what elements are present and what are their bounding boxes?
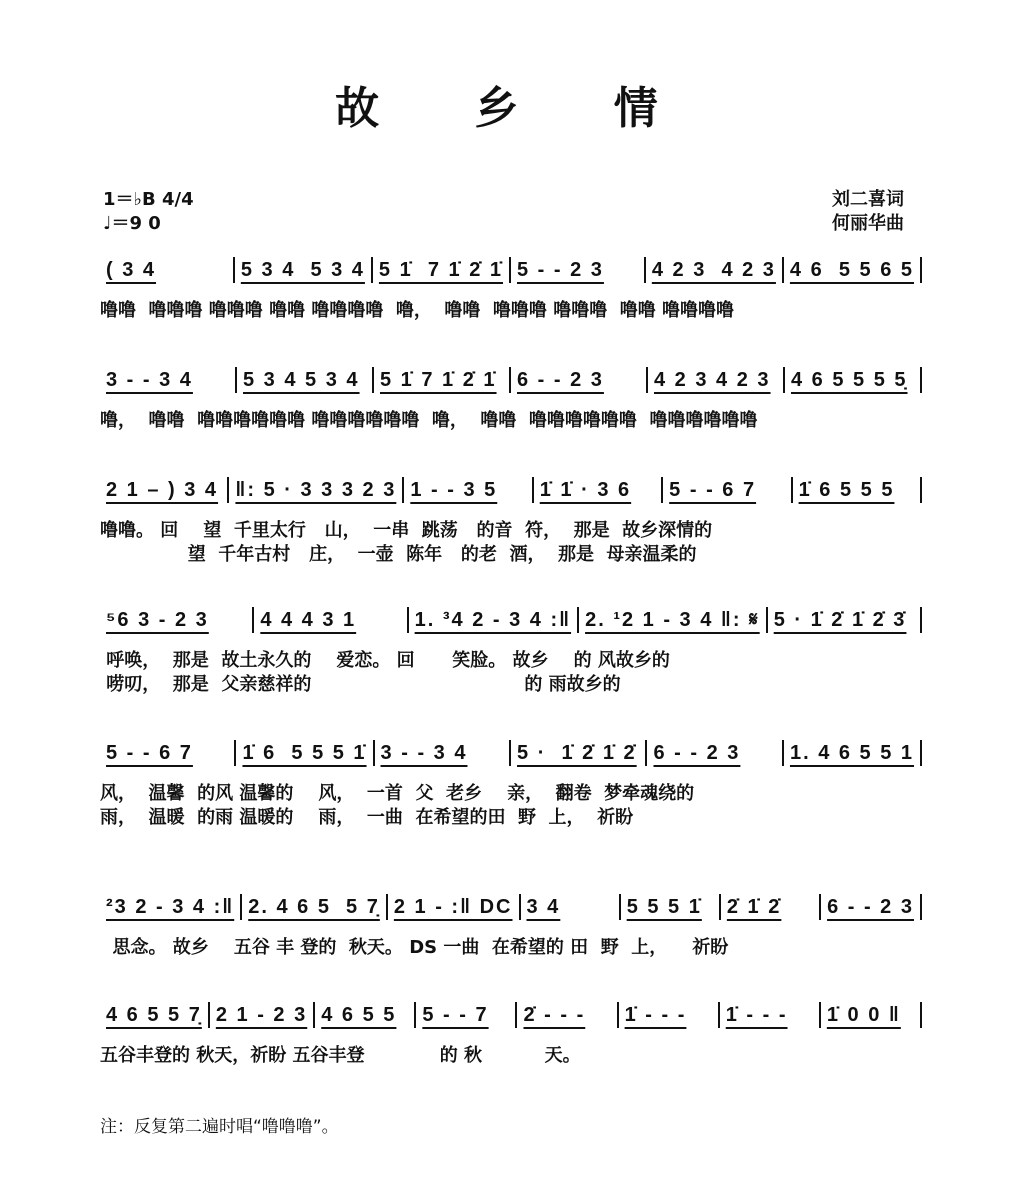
notation-line (100, 1000, 922, 1030)
measure: 2 1 - 2 3 (210, 1002, 315, 1028)
staff-row (100, 892, 922, 960)
measure: 3 4 (521, 894, 621, 920)
measure: ²3 2 - 3 4 :‖ (100, 894, 242, 920)
measure: 5 1̇ 7 1̇ 2̇ 1̇ (374, 367, 511, 393)
measure: 1̇ 6 5 5 5 1̇ (236, 740, 374, 766)
measure: 2 1 - :‖ DC (388, 894, 521, 920)
lyrics-line: 唠叨， 那是 父亲慈祥的 的 雨故乡的 (100, 674, 621, 695)
measure: 1̇ 1̇ · 3 6 (534, 477, 663, 503)
lyrics-line: 噜噜 噜噜噜 噜噜噜 噜噜 噜噜噜噜 噜， 噜噜 噜噜噜 噜噜噜 噜噜 噜噜噜噜 (100, 300, 734, 321)
notation-line (100, 475, 922, 505)
measure: 1̇ 0 0 ‖ (821, 1002, 922, 1028)
measure: 2̇ 1̇ 2̇ (721, 894, 821, 920)
measure: ⁵6 3 - 2 3 (100, 607, 254, 633)
measure: 4 2 3 4 2 3 (646, 257, 784, 283)
measure: ( 3 4 (100, 257, 235, 283)
measure: 1̇ 6 5 5 5 (793, 477, 922, 503)
measure: 6 - - 2 3 (511, 367, 648, 393)
measure: 5 3 4 5 3 4 (235, 257, 373, 283)
measure: ‖: 5 · 3 3 3 2 3 (229, 477, 404, 503)
lyrics-line: 五谷丰登的 秋天，祈盼 五谷丰登 的 秋 天。 (100, 1045, 581, 1066)
measure: 4 6 5 5 (315, 1002, 416, 1028)
composer: 何丽华曲 (832, 213, 904, 234)
measure: 3 - - 3 4 (100, 367, 237, 393)
measure: 5 - - 6 7 (100, 740, 236, 766)
measure: 6 - - 2 3 (647, 740, 783, 766)
staff-row (100, 738, 922, 830)
measure: 5 5 5 1̇ (621, 894, 721, 920)
notation-line (100, 892, 922, 922)
measure: 4 2 3 4 2 3 (648, 367, 785, 393)
measure: 1̇ - - - (720, 1002, 821, 1028)
measure: 2. ¹2 1 - 3 4 ‖: 𝄋 (579, 607, 768, 633)
measure: 4 6 5 5 7̣ (100, 1002, 210, 1028)
notation-line (100, 605, 922, 635)
measure: 5 - - 6 7 (663, 477, 792, 503)
measure: 2̇ - - - (517, 1002, 618, 1028)
notation-line (100, 738, 922, 768)
staff-row (100, 365, 922, 433)
lyrics-line: 噜噜。 回 望 千里太行 山， 一串 跳荡 的音 符， 那是 故乡深情的 (100, 520, 713, 541)
measure: 1̇ - - - (619, 1002, 720, 1028)
tempo-marking: ♩＝9 0 (103, 213, 161, 234)
notation-line (100, 255, 922, 285)
key-tempo (103, 188, 194, 236)
lyricist: 刘二喜词 (832, 189, 904, 210)
lyrics-line: 雨， 温暖 的雨 温暖的 雨， 一曲 在希望的田 野 上， 祈盼 (100, 807, 634, 828)
measure: 5 - - 2 3 (511, 257, 646, 283)
staff-row (100, 255, 922, 323)
notation-line (100, 365, 922, 395)
measure: 3 - - 3 4 (375, 740, 511, 766)
measure: 4 4 4 3 1 (254, 607, 408, 633)
lyrics-line: 风， 温馨 的风 温馨的 风， 一首 父 老乡 亲， 翻卷 梦牵魂绕的 (100, 783, 695, 804)
measure: 4 6 5 5 5 5̣ (785, 367, 922, 393)
lyrics-line: 望 千年古村 庄， 一壶 陈年 的老 酒， 那是 母亲温柔的 (100, 544, 697, 565)
lyrics-line: 呼唤， 那是 故土永久的 爱恋。 回 笑脸。 故乡 的 风故乡的 (100, 650, 670, 671)
lyrics-line: 思念。 故乡 五谷 丰 登的 秋天。 DS 一曲 在希望的 田 野 上， 祈盼 (100, 937, 729, 958)
measure: 2 1 – ) 3 4 (100, 477, 229, 503)
lyrics-line: 噜， 噜噜 噜噜噜噜噜噜 噜噜噜噜噜噜 噜， 噜噜 噜噜噜噜噜噜 噜噜噜噜噜噜 (100, 410, 758, 431)
measure: 6 - - 2 3 (821, 894, 922, 920)
staff-row (100, 475, 922, 567)
measure: 5 - - 7 (416, 1002, 517, 1028)
measure: 1. ³4 2 - 3 4 :‖ (409, 607, 579, 633)
measure: 1 - - 3 5 (404, 477, 533, 503)
credits (832, 188, 904, 236)
measure: 5 3 4 5 3 4 (237, 367, 374, 393)
measure: 5 1̇ 7 1̇ 2̇ 1̇ (373, 257, 511, 283)
staff-row (100, 1000, 922, 1068)
key-signature: 1＝♭B 4/4 (103, 189, 194, 210)
measure: 4 6 5 5 6 5 (784, 257, 922, 283)
song-title: 故 乡 情 (335, 83, 698, 134)
measure: 5 · 1̇ 2̇ 1̇ 2̇ 3̇ (768, 607, 922, 633)
footnote: 注：反复第二遍时唱“噜噜噜”。 (100, 1117, 339, 1137)
measure: 2. 4 6 5 5 7̣ (242, 894, 388, 920)
staff-row (100, 605, 922, 697)
measure: 5 · 1̇ 2̇ 1̇ 2̇ (511, 740, 647, 766)
measure: 1. 4 6 5 5 1 (784, 740, 922, 766)
